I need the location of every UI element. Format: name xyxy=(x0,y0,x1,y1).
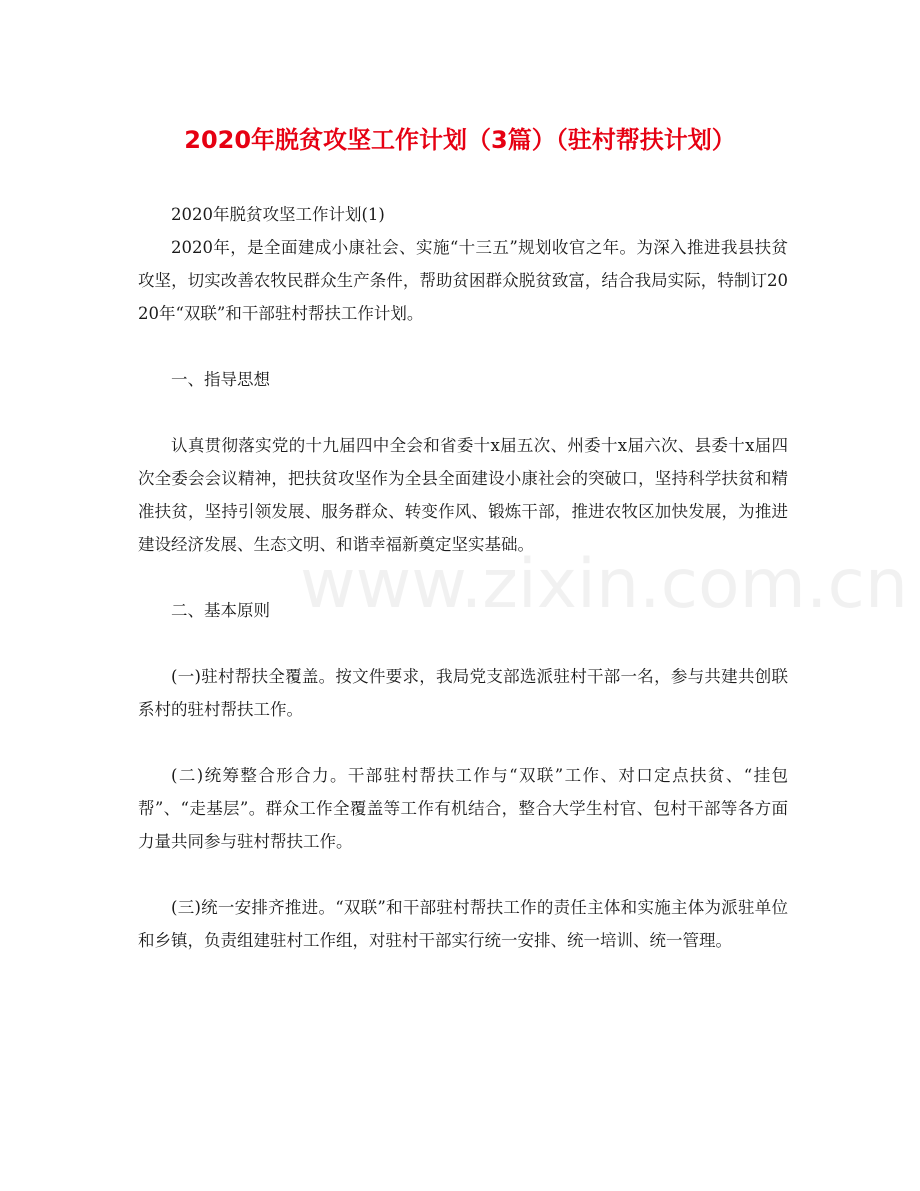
section-heading-plan-1: 2020年脱贫攻坚工作计划(1) xyxy=(171,205,385,224)
heading-basic-principles: 二、基本原则 xyxy=(171,601,270,620)
heading-guiding-ideology: 一、指导思想 xyxy=(171,370,270,389)
document-title: 2020年脱贫攻坚工作计划（3篇）（驻村帮扶计划） xyxy=(184,126,736,154)
principle-2-paragraph: (二)统筹整合形合力。干部驻村帮扶工作与“双联”工作、对口定点扶贫、“挂包帮”、“走基层”。群众工作全覆盖等工作有机结合，整合大学生村官、包村干部等各方面力量共同参与驻村帮扶工作。 xyxy=(138,766,788,851)
principle-1-paragraph: (一)驻村帮扶全覆盖。按文件要求，我局党支部选派驻村干部一名，参与共建共创联系村的驻村帮扶工作。 xyxy=(138,667,788,719)
intro-paragraph: 2020年，是全面建成小康社会、实施“十三五”规划收官之年。为深入推进我县扶贫攻坚，切实改善农牧民群众生产条件，帮助贫困群众脱贫致富，结合我局实际，特制订2020年“双联”和干部驻村帮扶工作计划。 xyxy=(138,238,788,323)
guiding-ideology-paragraph: 认真贯彻落实党的十九届四中全会和省委十x届五次、州委十x届六次、县委十x届四次全委会会议精神，把扶贫攻坚作为全县全面建设小康社会的突破口，坚持科学扶贫和精准扶贫，坚持引领发展、服务群众、转变作风、锻炼干部，推进农牧区加快发展，为推进建设经济发展、生态文明、和谐幸福新奠定坚实基础。 xyxy=(138,436,788,554)
document-body xyxy=(138,198,788,957)
principle-3-paragraph: (三)统一安排齐推进。“双联”和干部驻村帮扶工作的责任主体和实施主体为派驻单位和乡镇，负责组建驻村工作组，对驻村干部实行统一安排、统一培训、统一管理。 xyxy=(138,898,788,950)
watermark: www.zixin.com.cn xyxy=(300,545,908,624)
